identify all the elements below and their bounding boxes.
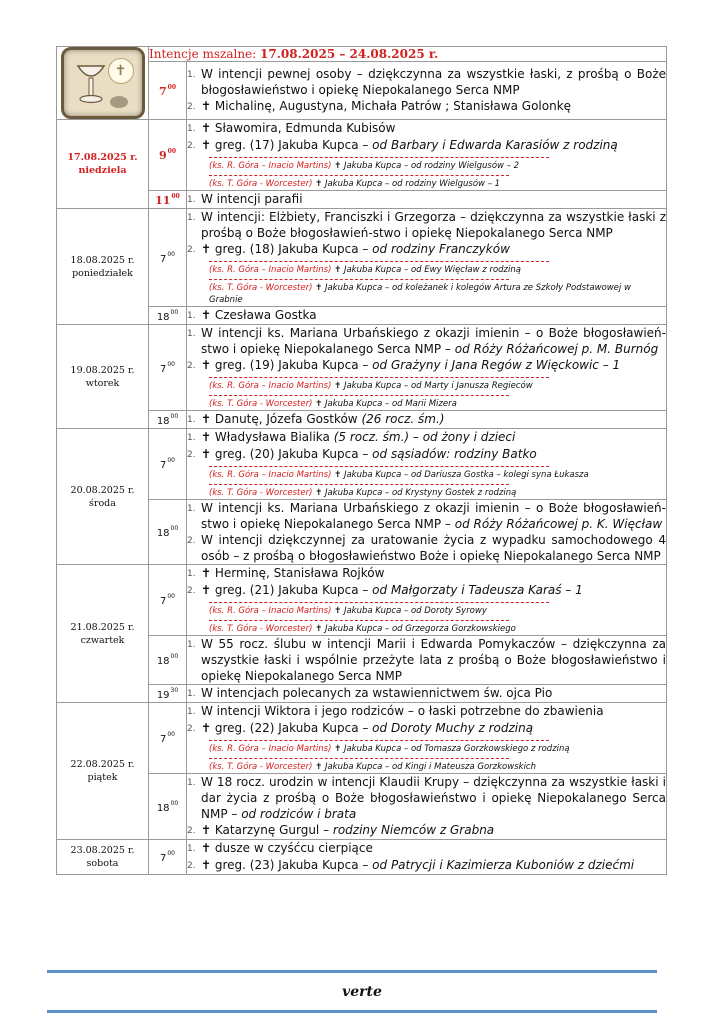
- intention-main: W intencjach polecanych za wstawiennictwem św. ojca Pio: [201, 686, 553, 700]
- mass-row: [57, 411, 667, 429]
- mission-intention-text: ✝ Jakuba Kupca – od Doroty Syrowy: [334, 606, 487, 616]
- intention-item: [187, 720, 666, 737]
- mass-time-minutes: 00: [170, 653, 179, 660]
- intention-main: W intencji ks. Mariana Urbańskiego z okazji imienin – o Boże błogosławień-stwo i opiekę Niepokalanego Serca NMP –: [201, 501, 666, 531]
- mass-time-hour: 7: [159, 596, 167, 607]
- mass-time-hour: 7: [158, 84, 167, 98]
- intention-number: 1.: [187, 640, 196, 650]
- mission-intention: [209, 761, 666, 773]
- mass-row: [57, 325, 667, 411]
- mass-time-hour: 18: [156, 528, 170, 539]
- intention-number: 1.: [187, 195, 196, 205]
- intention-text: [201, 532, 666, 564]
- intention-main: ✝ greg. (20) Jakuba Kupca –: [201, 447, 373, 461]
- mass-time: [149, 703, 187, 774]
- mass-row: [57, 685, 667, 703]
- intention-donor: od Róży Różańcowej p. K. Więcław: [454, 517, 663, 531]
- mass-time-hour: 18: [156, 656, 170, 667]
- intention-number: 1.: [187, 329, 196, 339]
- intention-donor: od rodziców i brata: [241, 807, 357, 821]
- intention-text: [201, 325, 666, 357]
- mission-priest: (ks. T. Góra - Worcester): [209, 179, 313, 189]
- intention-text: [201, 582, 666, 599]
- footer-rule-bottom: [47, 1010, 657, 1013]
- intention-text: [201, 703, 666, 720]
- mass-time-hour: 18: [156, 311, 170, 323]
- intention-item: [187, 66, 666, 98]
- page-title: [149, 47, 667, 62]
- mission-intention: [209, 178, 666, 190]
- intention-text: [201, 446, 666, 463]
- mass-row: [57, 209, 667, 307]
- mass-time-hour: 18: [156, 415, 170, 427]
- intention-main: ✝ Sławomira, Edmunda Kubisów: [201, 121, 396, 135]
- intention-item: [187, 429, 666, 446]
- intention-main: ✝ dusze w czyśćcu cierpiące: [201, 841, 373, 855]
- intentions-cell: [187, 774, 667, 840]
- intention-number: 1.: [187, 415, 196, 425]
- intention-text: [201, 857, 666, 874]
- date-cell: [57, 429, 149, 565]
- mass-row: [57, 703, 667, 774]
- mass-time: [149, 685, 187, 703]
- day-date: 22.08.2025 r.: [70, 759, 135, 770]
- mission-intention: [209, 264, 666, 276]
- intention-text: [201, 66, 666, 98]
- mission-intention: [209, 398, 666, 410]
- intention-donor: od Barbary i Edwarda Karasiów z rodziną: [372, 138, 618, 152]
- intention-donor: od Doroty Muchy z rodziną: [372, 721, 534, 735]
- mission-intention-text: ✝ Jakuba Kupca – od Dariusza Gostka – kolegi syna Łukasza: [334, 470, 589, 480]
- intention-number: 1.: [187, 778, 196, 788]
- mission-intention-text: ✝ Jakuba Kupca – od Ewy Więcław z rodziną: [334, 265, 521, 275]
- mission-intention-text: ✝ Jakuba Kupca – od koleżanek i kolegów Artura ze Szkoły Podstawowej w Grabnie: [209, 283, 631, 305]
- mass-time-hour: 19: [156, 689, 170, 701]
- mass-time-minutes: 00: [170, 525, 179, 532]
- intention-main: W intencji ks. Mariana Urbańskiego z okazji imienin – o Boże błogosławień-stwo i opiekę Niepokalanego Serca NMP –: [201, 326, 666, 356]
- mass-time-hour: 9: [158, 149, 167, 162]
- mass-row: [57, 636, 667, 685]
- intentions-cell: [187, 209, 667, 307]
- intention-item: [187, 840, 666, 857]
- intention-main: ✝ greg. (23) Jakuba Kupca –: [201, 858, 373, 872]
- intention-main: ✝ Danutę, Józefa Gostków: [201, 412, 362, 426]
- intention-number: 1.: [187, 569, 196, 579]
- mass-row: [57, 500, 667, 565]
- mass-time: [149, 209, 187, 307]
- intention-number: 2.: [187, 724, 196, 734]
- intention-item: [187, 325, 666, 357]
- intention-donor: od sąsiadów: rodziny Batko: [372, 447, 537, 461]
- mass-time-minutes: 00: [167, 148, 176, 155]
- intention-donor: (26 rocz. śm.): [361, 412, 445, 426]
- day-weekday: niedziela: [78, 165, 127, 176]
- mission-intention-text: ✝ Jakuba Kupca – od Marty i Janusza Regieców: [334, 381, 533, 391]
- intention-text: [201, 241, 666, 258]
- mass-row: [57, 840, 667, 875]
- date-cell: [57, 840, 149, 875]
- logo-cell: [57, 47, 149, 120]
- mission-intention: [209, 380, 666, 392]
- intention-number: 1.: [187, 311, 196, 321]
- intention-number: 2.: [187, 245, 196, 255]
- intention-donor: od Patrycji i Kazimierza Kuboniów z dziećmi: [372, 858, 635, 872]
- date-cell: [57, 209, 149, 325]
- mission-priest: (ks. T. Góra - Worcester): [209, 399, 313, 409]
- intentions-cell: [187, 636, 667, 685]
- intention-main: ✝ Katarzynę Gurgul –: [201, 823, 333, 837]
- day-date: 19.08.2025 r.: [70, 364, 135, 376]
- mass-time-minutes: 00: [167, 83, 176, 91]
- intention-text: [201, 120, 666, 137]
- mass-time-hour: 7: [159, 734, 167, 745]
- mass-row: [57, 120, 667, 191]
- mass-time: [149, 191, 187, 209]
- mission-intention-text: ✝ Jakuba Kupca – od Krystyny Gostek z rodziną: [315, 488, 517, 498]
- intention-donor: od Róży Różańcowej p. M. Burnóg: [454, 342, 659, 356]
- mass-row: [57, 191, 667, 209]
- mass-time: [149, 429, 187, 500]
- day-date: 20.08.2025 r.: [70, 484, 135, 496]
- intention-main: W 18 rocz. urodzin w intencji Klaudii Krupy – dziękczynna za wszystkie łaski i dar życia z prośbą o Boże błogosławieństwo i opiekę Niepokalanego Serca NMP –: [201, 775, 666, 821]
- intentions-cell: [187, 191, 667, 209]
- intention-donor: od Grażyny i Jana Regów z Więckowic – 1: [372, 358, 621, 372]
- intention-number: 1.: [187, 213, 196, 223]
- intention-main: ✝ Władysława Bialika: [201, 430, 334, 444]
- day-date: 17.08.2025 r.: [67, 152, 138, 163]
- intention-text: [201, 137, 666, 154]
- mass-time: [149, 774, 187, 840]
- chalice-host-grapes-icon: ✝: [61, 47, 145, 119]
- title-date-range: 17.08.2025 – 24.08.2025 r.: [260, 47, 439, 61]
- intention-main: ✝ Czesława Gostka: [201, 308, 317, 322]
- intentions-cell: [187, 565, 667, 636]
- intention-number: 2.: [187, 536, 196, 546]
- intention-item: [187, 703, 666, 720]
- mission-intention: [209, 282, 666, 306]
- day-weekday: poniedziałek: [72, 267, 133, 279]
- intention-number: 2.: [187, 102, 196, 112]
- mass-time-minutes: 00: [167, 360, 175, 368]
- intention-item: [187, 774, 666, 822]
- footer-rule-top: [47, 970, 657, 973]
- intention-main: W intencji parafii: [201, 192, 303, 206]
- mission-intention-text: ✝ Jakuba Kupca – od Kingi i Mateusza Gorzkowskich: [315, 762, 536, 772]
- intention-main: ✝ greg. (17) Jakuba Kupca –: [201, 138, 373, 152]
- mass-time: [149, 62, 187, 120]
- intention-item: [187, 685, 666, 702]
- mission-intention: [209, 160, 666, 172]
- intention-donor: od Małgorzaty i Tadeusza Karaś – 1: [372, 583, 583, 597]
- intention-number: 1.: [187, 707, 196, 717]
- intention-number: 1.: [187, 689, 196, 699]
- intention-main: W intencji Wiktora i jego rodziców – o łaski potrzebne do zbawienia: [201, 704, 604, 718]
- mass-time-minutes: 00: [167, 850, 175, 857]
- intentions-cell: [187, 411, 667, 429]
- intention-text: [201, 565, 666, 582]
- mass-time-minutes: 00: [170, 412, 179, 420]
- intention-text: [201, 191, 666, 208]
- intention-text: [201, 636, 666, 684]
- mass-time-minutes: 00: [170, 799, 179, 807]
- intention-number: 2.: [187, 861, 196, 871]
- intention-main: W intencji dziękczynnej za uratowanie życia z wypadku samochodowego 4 osób – z prośbą o błogosławieństwo Boże i opiekę Niepokalanego Serca NMP: [201, 533, 666, 563]
- mass-time: [149, 411, 187, 429]
- intention-item: [187, 357, 666, 374]
- intention-number: 1.: [187, 124, 196, 134]
- mass-row: [57, 774, 667, 840]
- mission-intention: [209, 487, 666, 499]
- intention-main: ✝ greg. (22) Jakuba Kupca –: [201, 721, 373, 735]
- day-weekday: sobota: [86, 858, 119, 869]
- mass-time-minutes: 00: [167, 731, 175, 738]
- intention-main: ✝ greg. (21) Jakuba Kupca –: [201, 583, 373, 597]
- intention-item: [187, 191, 666, 208]
- mass-time: [149, 565, 187, 636]
- day-weekday: piątek: [87, 772, 118, 783]
- mission-intention: [209, 605, 666, 617]
- footer-verte: verte: [342, 984, 382, 1000]
- mission-priest: (ks. T. Góra - Worcester): [209, 762, 313, 772]
- intention-item: [187, 532, 666, 564]
- intention-main: ✝ Herminę, Stanisława Rojków: [201, 566, 385, 580]
- mission-intention: [209, 743, 666, 755]
- intentions-cell: [187, 62, 667, 120]
- intentions-cell: [187, 840, 667, 875]
- intention-item: [187, 857, 666, 874]
- mass-time: [149, 325, 187, 411]
- intention-main: W 55 rocz. ślubu w intencji Marii i Edwarda Pomykaczów – dziękczynna za wszystkie łaski i wspólnie przeżyte lata z prośbą o Boże błogosławieństwo i opiekę Niepokalanego Serca NMP: [201, 637, 666, 683]
- date-cell: [57, 703, 149, 840]
- mass-row: [57, 429, 667, 500]
- intention-number: 2.: [187, 826, 196, 836]
- title-label: Intencje mszalne:: [149, 47, 257, 61]
- intention-item: [187, 636, 666, 684]
- intention-item: [187, 98, 666, 115]
- intention-donor: rodziny Niemców z Grabna: [332, 823, 495, 837]
- day-date: 18.08.2025 r.: [70, 254, 135, 266]
- mass-row: [57, 307, 667, 325]
- mission-intention-text: ✝ Jakuba Kupca – od Marii Mizera: [315, 399, 457, 409]
- intention-number: 2.: [187, 361, 196, 371]
- intention-number: 1.: [187, 504, 196, 514]
- intention-item: [187, 500, 666, 532]
- mass-row: [57, 565, 667, 636]
- mass-time-minutes: 00: [171, 192, 180, 200]
- mass-time-hour: 18: [156, 802, 170, 814]
- mission-intention-text: ✝ Jakuba Kupca – od rodziny Wielgusów – 1: [315, 179, 501, 189]
- intention-text: [201, 357, 666, 374]
- mission-priest: (ks. R. Góra – Inacio Martins): [209, 161, 332, 171]
- mass-intentions-table: [56, 46, 667, 875]
- intentions-cell: [187, 307, 667, 325]
- mass-time-hour: 7: [159, 460, 167, 471]
- intention-text: [201, 429, 666, 446]
- intention-item: [187, 137, 666, 154]
- intention-main: ✝ greg. (18) Jakuba Kupca –: [201, 242, 373, 256]
- intention-text: [201, 209, 666, 241]
- day-date: 21.08.2025 r.: [70, 621, 135, 633]
- mass-time: [149, 120, 187, 191]
- intention-donor: (5 rocz. śm.) – od żony i dzieci: [333, 430, 516, 444]
- mission-priest: (ks. T. Góra - Worcester): [209, 283, 313, 293]
- intentions-cell: [187, 703, 667, 774]
- intention-text: [201, 500, 666, 532]
- mass-time: [149, 840, 187, 875]
- mass-time-minutes: 00: [170, 308, 179, 316]
- intention-text: [201, 840, 666, 857]
- intention-main: W intencji: Elżbiety, Franciszki i Grzegorza – dziękczynna za wszystkie łaski z prośbą o Boże błogosławień-stwo i opiekę Niepokalanego Serca NMP: [201, 210, 666, 240]
- day-date: 23.08.2025 r.: [70, 845, 135, 856]
- intention-item: [187, 307, 666, 324]
- intention-item: [187, 565, 666, 582]
- mass-time-minutes: 00: [167, 593, 175, 600]
- mission-intention-text: ✝ Jakuba Kupca – od rodziny Wielgusów – 2: [334, 161, 520, 171]
- mass-time-minutes: 00: [167, 457, 175, 464]
- day-weekday: środa: [89, 497, 116, 509]
- intention-number: 2.: [187, 586, 196, 596]
- mission-priest: (ks. T. Góra - Worcester): [209, 624, 313, 634]
- mission-intention: [209, 623, 666, 635]
- day-weekday: wtorek: [85, 377, 120, 389]
- intentions-cell: [187, 500, 667, 565]
- intention-main: W intencji pewnej osoby – dziękczynna za wszystkie łaski, z prośbą o Boże błogosławieństwo i opiekę Niepokalanego Serca NMP: [201, 67, 666, 97]
- intention-main: ✝ Michalinę, Augustyna, Michała Patrów ; Stanisława Golonkę: [201, 99, 572, 113]
- intention-text: [201, 685, 666, 702]
- mass-time-hour: 11: [155, 193, 171, 207]
- mission-intention: [209, 469, 666, 481]
- intention-text: [201, 98, 666, 115]
- date-cell: [57, 120, 149, 209]
- intention-text: [201, 822, 666, 839]
- intention-main: ✝ greg. (19) Jakuba Kupca –: [201, 358, 373, 372]
- mission-priest: (ks. R. Góra – Inacio Martins): [209, 606, 332, 616]
- header-row: [57, 47, 667, 62]
- date-cell: [57, 325, 149, 429]
- mass-time-minutes: 30: [170, 686, 179, 694]
- mission-intention-text: ✝ Jakuba Kupca – od Grzegorza Gorzkowskiego: [315, 624, 516, 634]
- intention-item: [187, 209, 666, 241]
- intention-item: [187, 120, 666, 137]
- mass-time: [149, 307, 187, 325]
- mission-priest: (ks. R. Góra – Inacio Martins): [209, 381, 332, 391]
- mass-time-minutes: 00: [167, 250, 175, 258]
- intention-text: [201, 411, 666, 428]
- mission-priest: (ks. T. Góra - Worcester): [209, 488, 313, 498]
- intention-text: [201, 307, 666, 324]
- intention-item: [187, 446, 666, 463]
- intention-item: [187, 822, 666, 839]
- date-cell: [57, 565, 149, 703]
- intention-number: 2.: [187, 450, 196, 460]
- mass-row: [57, 62, 667, 120]
- mass-time-hour: 7: [159, 853, 167, 864]
- intention-item: [187, 411, 666, 428]
- intention-text: [201, 774, 666, 822]
- intention-number: 1.: [187, 433, 196, 443]
- intention-number: 2.: [187, 141, 196, 151]
- mission-intention-text: ✝ Jakuba Kupca – od Tomasza Gorzkowskiego z rodziną: [334, 744, 570, 754]
- mass-time-hour: 7: [159, 253, 167, 265]
- intention-item: [187, 582, 666, 599]
- intention-number: 1.: [187, 70, 196, 80]
- intention-text: [201, 720, 666, 737]
- intention-number: 1.: [187, 844, 196, 854]
- intentions-cell: [187, 685, 667, 703]
- intentions-cell: [187, 120, 667, 191]
- mass-time: [149, 636, 187, 685]
- mission-priest: (ks. R. Góra – Inacio Martins): [209, 744, 332, 754]
- intention-donor: od rodziny Franczyków: [372, 242, 510, 256]
- mass-time-hour: 7: [159, 363, 167, 375]
- mission-priest: (ks. R. Góra – Inacio Martins): [209, 470, 332, 480]
- intentions-cell: [187, 325, 667, 411]
- intention-item: [187, 241, 666, 258]
- day-weekday: czwartek: [80, 634, 125, 646]
- intentions-cell: [187, 429, 667, 500]
- mass-time: [149, 500, 187, 565]
- mission-priest: (ks. R. Góra – Inacio Martins): [209, 265, 332, 275]
